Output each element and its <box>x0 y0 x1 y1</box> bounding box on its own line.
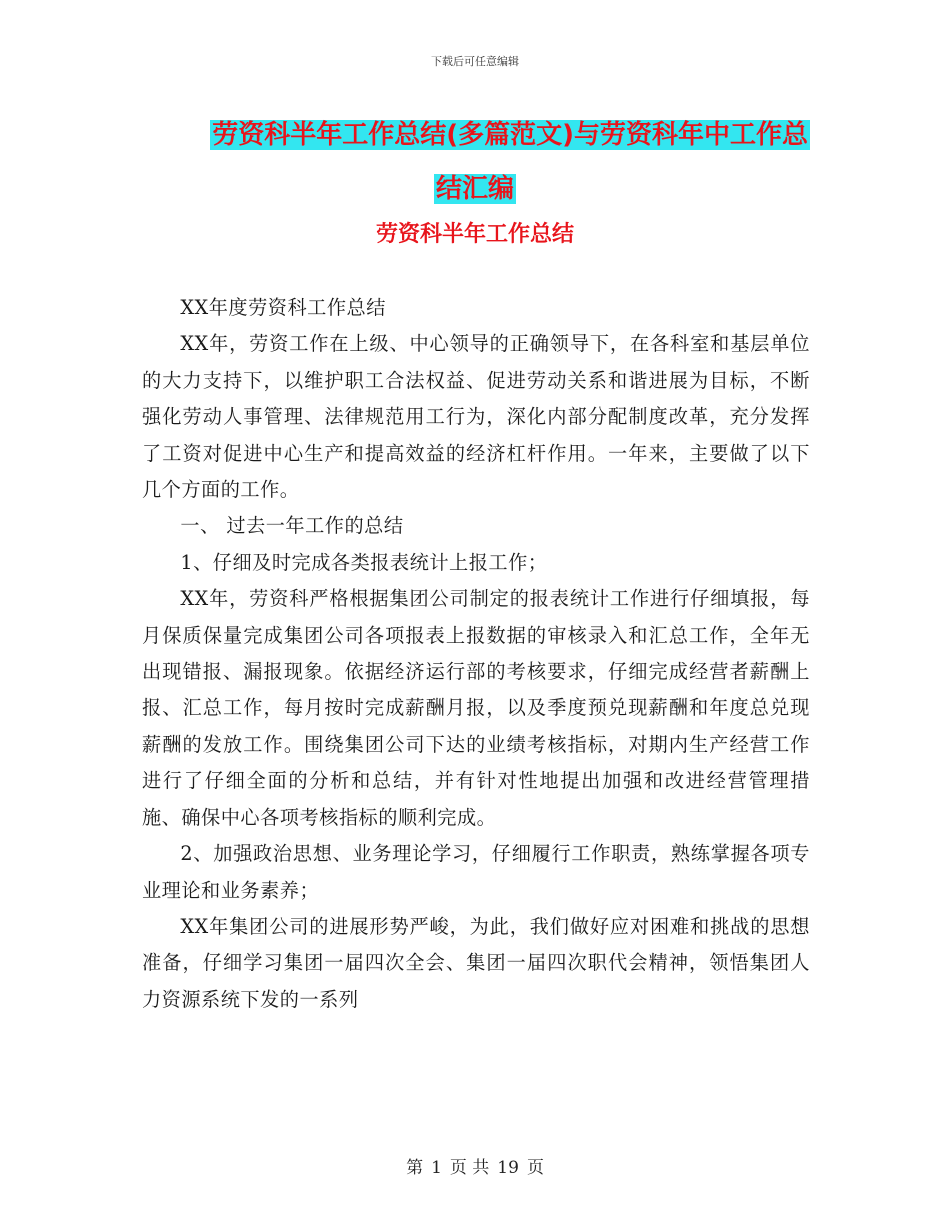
title-line-2 <box>140 162 810 216</box>
paragraph: XX年，劳资科严格根据集团公司制定的报表统计工作进行仔细填报，每月保质保量完成集团公司各项报表上报数据的审核录入和汇总工作，全年无出现错报、漏报现象。依据经济运行部的考核要求，仔细完成经营者薪酬上报、汇总工作，每月按时完成薪酬月报，以及季度预兑现薪酬和年度总兑现薪酬的发放工作。围绕集团公司下达的业绩考核指标，对期内生产经营工作进行了仔细全面的分析和总结，并有针对性地提出加强和改进经营管理措施、确保中心各项考核指标的顺利完成。 <box>142 587 810 829</box>
footer-middle: 页 共 <box>449 1158 490 1178</box>
paragraph: XX年度劳资科工作总结 <box>180 296 386 319</box>
footer-prefix: 第 <box>406 1158 424 1178</box>
title-line-1-text: 劳资科半年工作总结(多篇范文)与劳资科年中工作总 <box>212 120 808 150</box>
document-title <box>140 108 810 216</box>
page-footer <box>0 1153 950 1178</box>
title-line-1 <box>140 108 810 162</box>
paragraph: XX年集团公司的进展形势严峻，为此，我们做好应对困难和挑战的思想准备，仔细学习集团一届四次全会、集团一届四次职代会精神，领悟集团人力资源系统下发的一系列 <box>142 914 810 1011</box>
title-line-2-text: 结汇编 <box>435 174 514 204</box>
paragraph: 一、 过去一年工作的总结 <box>180 514 404 538</box>
header-note: 下载后可任意编辑 <box>431 55 519 68</box>
footer-suffix: 页 <box>526 1158 544 1178</box>
current-page-number: 1 <box>431 1158 442 1178</box>
paragraph: 1、仔细及时完成各类报表统计上报工作； <box>180 550 548 574</box>
total-page-count: 19 <box>497 1158 519 1178</box>
body-text <box>142 290 810 1018</box>
paragraph: XX年，劳资工作在上级、中心领导的正确领导下，在各科室和基层单位的大力支持下，以维护职工合法权益、促进劳动关系和谐进展为目标，不断强化劳动人事管理、法律规范用工行为，深化内部分配制度改革，充分发挥了工资对促进中心生产和提高效益的经济杠杆作用。一年来，主要做了以下几个方面的工作。 <box>142 332 810 502</box>
paragraph: 2、加强政治思想、业务理论学习，仔细履行工作职责，熟练掌握各项专业理论和业务素养； <box>142 842 810 902</box>
section-title: 劳资科半年工作总结 <box>375 222 574 247</box>
